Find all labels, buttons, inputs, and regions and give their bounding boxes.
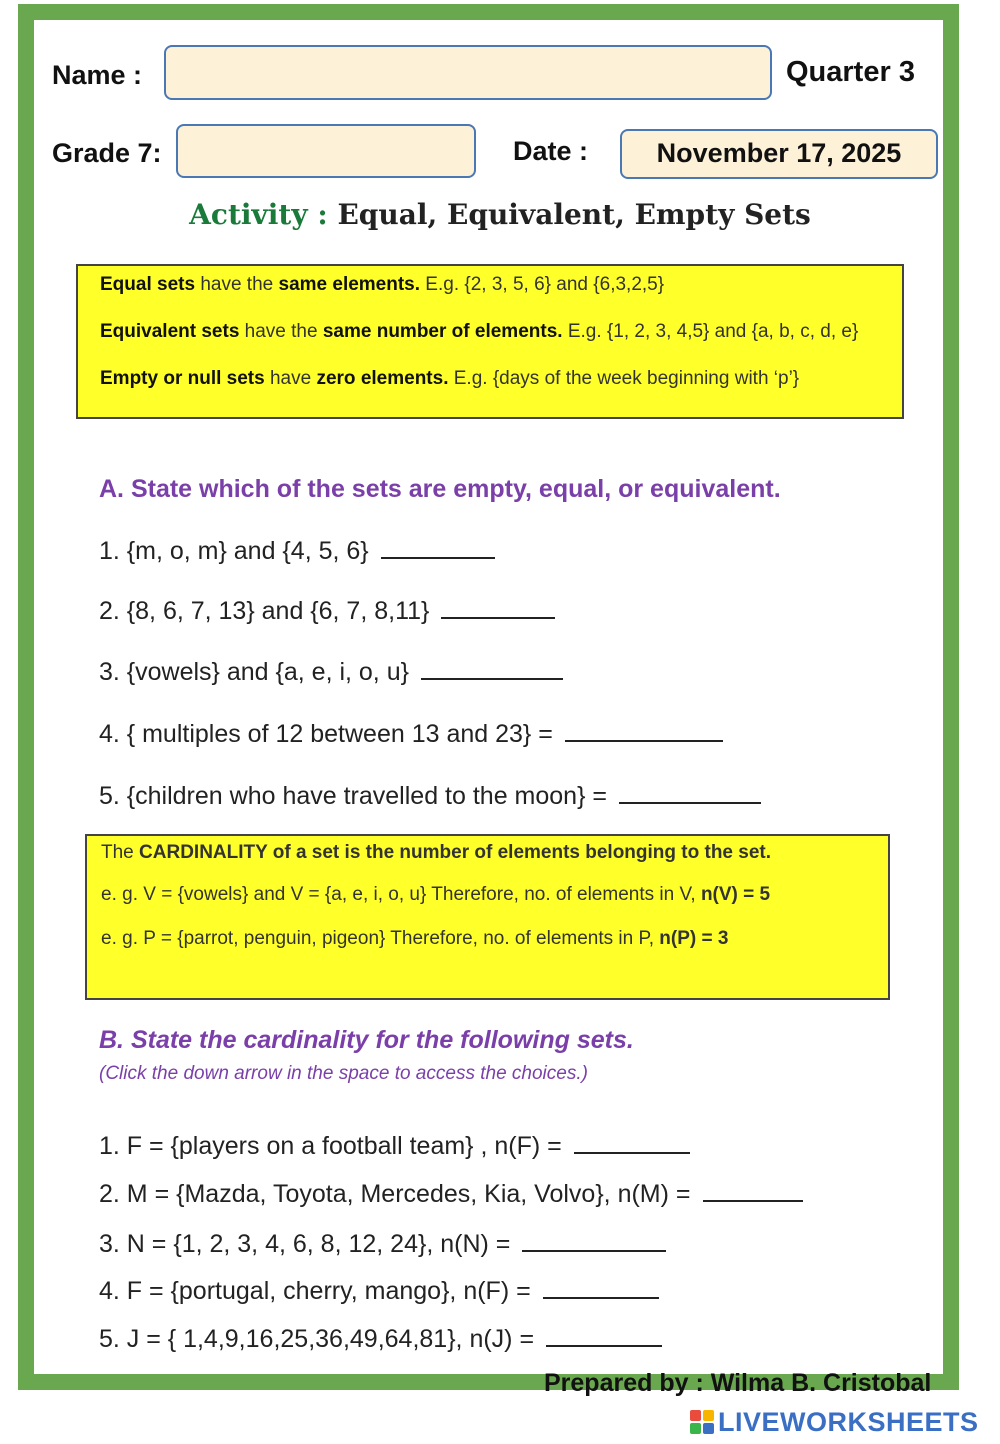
answer-blank[interactable] <box>381 553 495 559</box>
definition-empty: Empty or null sets have zero elements. E.g. {days of the week beginning with ‘p’} <box>100 368 800 389</box>
cardinality-example-v: e. g. V = {vowels} and V = {a, e, i, o, u} Therefore, no. of elements in V, n(V) = 5 <box>101 884 771 905</box>
section-b-item: 4. F = {portugal, cherry, mango}, n(F) = <box>99 1277 659 1306</box>
liveworksheets-logo[interactable] <box>690 1404 979 1440</box>
cardinality-example-p: e. g. P = {parrot, penguin, pigeon} Therefore, no. of elements in P, n(P) = 3 <box>101 928 729 949</box>
grade-input[interactable] <box>176 124 476 178</box>
section-b-item: 2. M = {Mazda, Toyota, Mercedes, Kia, Volvo}, n(M) = <box>99 1180 803 1209</box>
section-a-heading: A. State which of the sets are empty, equal, or equivalent. <box>99 475 781 503</box>
answer-dropdown[interactable] <box>546 1341 662 1347</box>
activity-separator: : <box>307 198 328 231</box>
grade-label: Grade 7: <box>52 138 162 168</box>
answer-dropdown[interactable] <box>522 1246 666 1252</box>
activity-prefix: Activity <box>189 198 308 231</box>
answer-dropdown[interactable] <box>543 1293 659 1299</box>
section-b-item: 3. N = {1, 2, 3, 4, 6, 8, 12, 24}, n(N) = <box>99 1230 666 1259</box>
cardinality-box <box>85 834 890 1000</box>
name-label: Name : <box>52 60 143 90</box>
section-b-item: 5. J = { 1,4,9,16,25,36,49,64,81}, n(J) = <box>99 1325 662 1354</box>
answer-blank[interactable] <box>441 613 555 619</box>
name-input[interactable] <box>164 45 772 100</box>
liveworksheets-icon <box>690 1410 714 1434</box>
prepared-by: Prepared by : Wilma B. Cristobal <box>544 1369 932 1397</box>
date-label: Date : <box>513 136 589 166</box>
section-a-item: 3. {vowels} and {a, e, i, o, u} <box>99 658 563 687</box>
date-field[interactable]: November 17, 2025 <box>620 129 938 179</box>
section-b-instruction: (Click the down arrow in the space to access the choices.) <box>99 1063 588 1084</box>
answer-dropdown[interactable] <box>703 1196 803 1202</box>
answer-dropdown[interactable] <box>574 1148 690 1154</box>
section-a-item: 2. {8, 6, 7, 13} and {6, 7, 8,11} <box>99 597 555 626</box>
section-b-heading: B. State the cardinality for the following sets. <box>99 1026 634 1054</box>
definitions-box <box>76 264 904 419</box>
answer-blank[interactable] <box>619 798 761 804</box>
section-b-item: 1. F = {players on a football team} , n(F) = <box>99 1132 690 1161</box>
section-a-item: 5. {children who have travelled to the moon} = <box>99 782 761 811</box>
answer-blank[interactable] <box>421 674 563 680</box>
section-a-item: 4. { multiples of 12 between 13 and 23} = <box>99 720 723 749</box>
cardinality-definition: The CARDINALITY of a set is the number of elements belonging to the set. <box>101 842 772 863</box>
definition-equivalent: Equivalent sets have the same number of elements. E.g. {1, 2, 3, 4,5} and {a, b, c, d, e} <box>100 321 859 342</box>
activity-title-text: Equal, Equivalent, Empty Sets <box>337 198 811 231</box>
section-a-item: 1. {m, o, m} and {4, 5, 6} <box>99 537 495 566</box>
activity-title <box>0 198 1000 231</box>
definition-equal: Equal sets have the same elements. E.g. {2, 3, 5, 6} and {6,3,2,5} <box>100 274 665 295</box>
quarter-label: Quarter 3 <box>786 56 915 88</box>
liveworksheets-brand: LIVEWORKSHEETS <box>718 1406 979 1437</box>
answer-blank[interactable] <box>565 736 723 742</box>
